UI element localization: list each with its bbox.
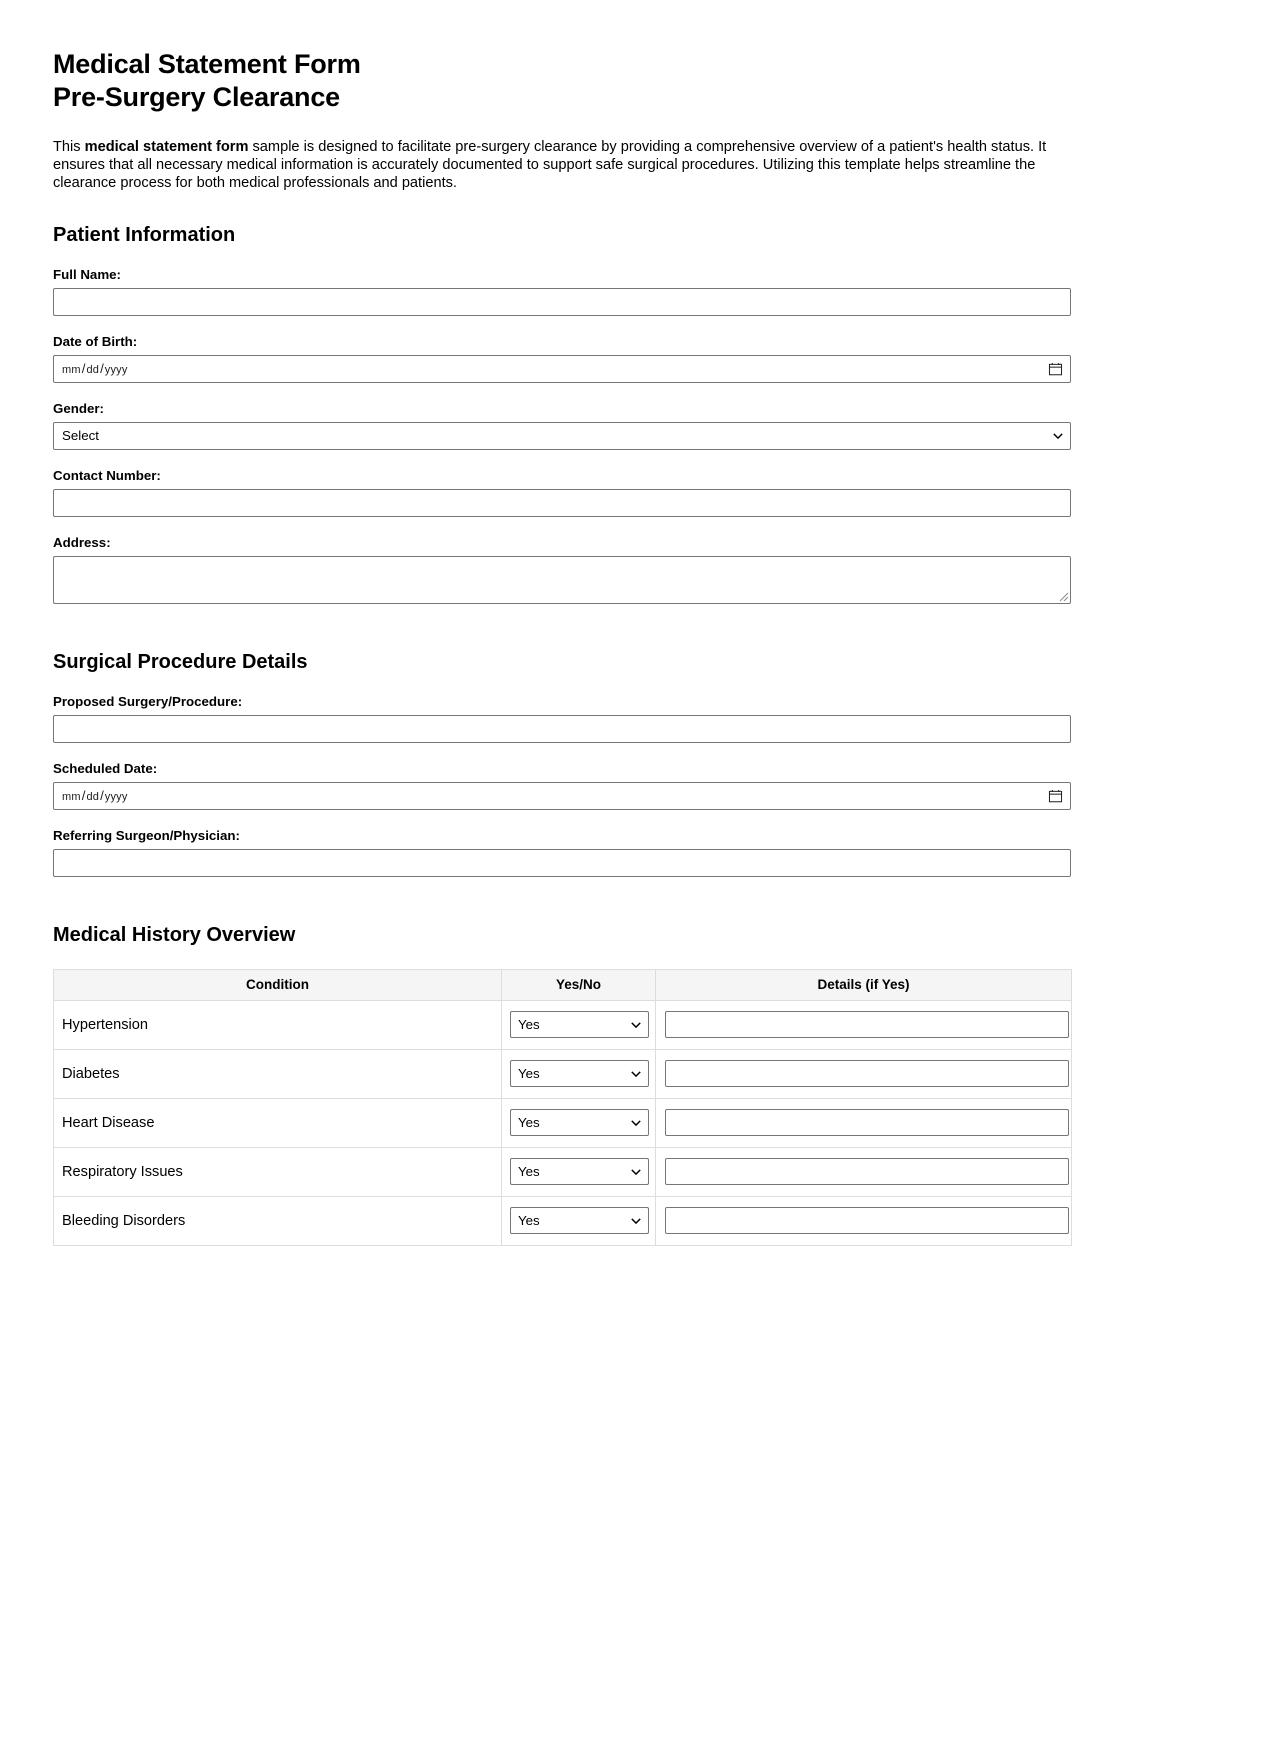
details-input[interactable] <box>665 1207 1069 1234</box>
label-scheduled-date: Scheduled Date: <box>53 760 158 776</box>
yes-no-select[interactable] <box>510 1011 649 1038</box>
cell-details <box>656 1049 1072 1098</box>
cell-details <box>656 1000 1072 1049</box>
cell-condition: Heart Disease <box>54 1098 502 1147</box>
gender-selected-value: Select <box>62 428 99 444</box>
dob-mm: mm <box>62 364 81 377</box>
yes-no-selected-value: Yes <box>518 1066 540 1082</box>
table-row <box>54 1098 1072 1147</box>
calendar-icon[interactable] <box>1049 789 1062 802</box>
gender-select[interactable] <box>53 422 1071 450</box>
referring-surgeon-input[interactable] <box>53 849 1071 877</box>
label-full-name: Full Name: <box>53 266 121 282</box>
chevron-down-icon[interactable] <box>631 1120 641 1126</box>
calendar-icon[interactable] <box>1049 362 1062 375</box>
chevron-down-icon[interactable] <box>1053 433 1063 439</box>
scheduled-date-input[interactable] <box>53 782 1071 810</box>
details-input[interactable] <box>665 1109 1069 1136</box>
cell-details <box>656 1147 1072 1196</box>
section-heading-surgical-procedure-details: Surgical Procedure Details <box>53 650 308 673</box>
page-title <box>53 48 1071 113</box>
cell-yes-no <box>502 1000 656 1049</box>
contact-number-input[interactable] <box>53 489 1071 517</box>
table-row <box>54 1049 1072 1098</box>
cell-condition: Diabetes <box>54 1049 502 1098</box>
sched-yyyy: yyyy <box>104 791 128 804</box>
column-header-yes-no: Yes/No <box>502 969 656 1000</box>
chevron-down-icon[interactable] <box>631 1218 641 1224</box>
column-header-condition: Condition <box>54 969 502 1000</box>
chevron-down-icon[interactable] <box>631 1169 641 1175</box>
yes-no-selected-value: Yes <box>518 1017 540 1033</box>
cell-condition: Hypertension <box>54 1000 502 1049</box>
cell-yes-no <box>502 1049 656 1098</box>
label-proposed-surgery: Proposed Surgery/Procedure: <box>53 693 243 709</box>
column-header-details: Details (if Yes) <box>656 969 1072 1000</box>
table-row <box>54 1196 1072 1245</box>
table-row <box>54 1000 1072 1049</box>
date-of-birth-placeholder: mm/dd/yyyy <box>62 361 128 377</box>
details-input[interactable] <box>665 1158 1069 1185</box>
yes-no-select[interactable] <box>510 1158 649 1185</box>
label-date-of-birth: Date of Birth: <box>53 333 138 349</box>
dob-dd: dd <box>86 364 100 377</box>
cell-yes-no <box>502 1098 656 1147</box>
page-title-line-2: Pre-Surgery Clearance <box>53 81 340 112</box>
intro-paragraph <box>53 138 1071 193</box>
cell-condition: Respiratory Issues <box>54 1147 502 1196</box>
yes-no-select[interactable] <box>510 1109 649 1136</box>
table-body <box>54 1000 1072 1245</box>
proposed-surgery-input[interactable] <box>53 715 1071 743</box>
document-content <box>53 48 1071 1229</box>
page-title-line-1: Medical Statement Form <box>53 49 361 79</box>
label-gender: Gender: <box>53 400 104 416</box>
scheduled-date-placeholder: mm/dd/yyyy <box>62 788 128 804</box>
details-input[interactable] <box>665 1011 1069 1038</box>
label-contact-number: Contact Number: <box>53 467 161 483</box>
label-address: Address: <box>53 534 111 550</box>
yes-no-selected-value: Yes <box>518 1115 540 1131</box>
chevron-down-icon[interactable] <box>631 1071 641 1077</box>
yes-no-selected-value: Yes <box>518 1213 540 1229</box>
chevron-down-icon[interactable] <box>631 1022 641 1028</box>
address-textarea[interactable] <box>53 556 1071 604</box>
table-header <box>54 969 1072 1000</box>
intro-rest: sample is designed to facilitate pre-surgery clearance by providing a comprehensive overview of a patient's health status. It ensures that all necessary medical information is accurately documented to support safe surgical procedures. Utilizing this template helps streamline the clearance process for both medical professionals and patients. <box>53 139 1047 192</box>
section-heading-patient-information: Patient Information <box>53 223 236 246</box>
medical-history-table <box>53 969 1072 1246</box>
label-referring-surgeon: Referring Surgeon/Physician: <box>53 827 240 843</box>
resize-handle-icon[interactable] <box>1058 591 1069 602</box>
dob-yyyy: yyyy <box>104 364 128 377</box>
cell-condition: Bleeding Disorders <box>54 1196 502 1245</box>
cell-yes-no <box>502 1147 656 1196</box>
table-row <box>54 1147 1072 1196</box>
date-of-birth-input[interactable] <box>53 355 1071 383</box>
sched-dd: dd <box>86 791 100 804</box>
cell-details <box>656 1196 1072 1245</box>
table-header-row <box>54 969 1072 1000</box>
yes-no-select[interactable] <box>510 1207 649 1234</box>
details-input[interactable] <box>665 1060 1069 1087</box>
sched-mm: mm <box>62 791 81 804</box>
full-name-input[interactable] <box>53 288 1071 316</box>
section-heading-medical-history-overview: Medical History Overview <box>53 923 296 946</box>
cell-details <box>656 1098 1072 1147</box>
yes-no-selected-value: Yes <box>518 1164 540 1180</box>
yes-no-select[interactable] <box>510 1060 649 1087</box>
intro-bold-term: medical statement form <box>84 139 249 155</box>
intro-prefix: This <box>53 139 85 155</box>
cell-yes-no <box>502 1196 656 1245</box>
